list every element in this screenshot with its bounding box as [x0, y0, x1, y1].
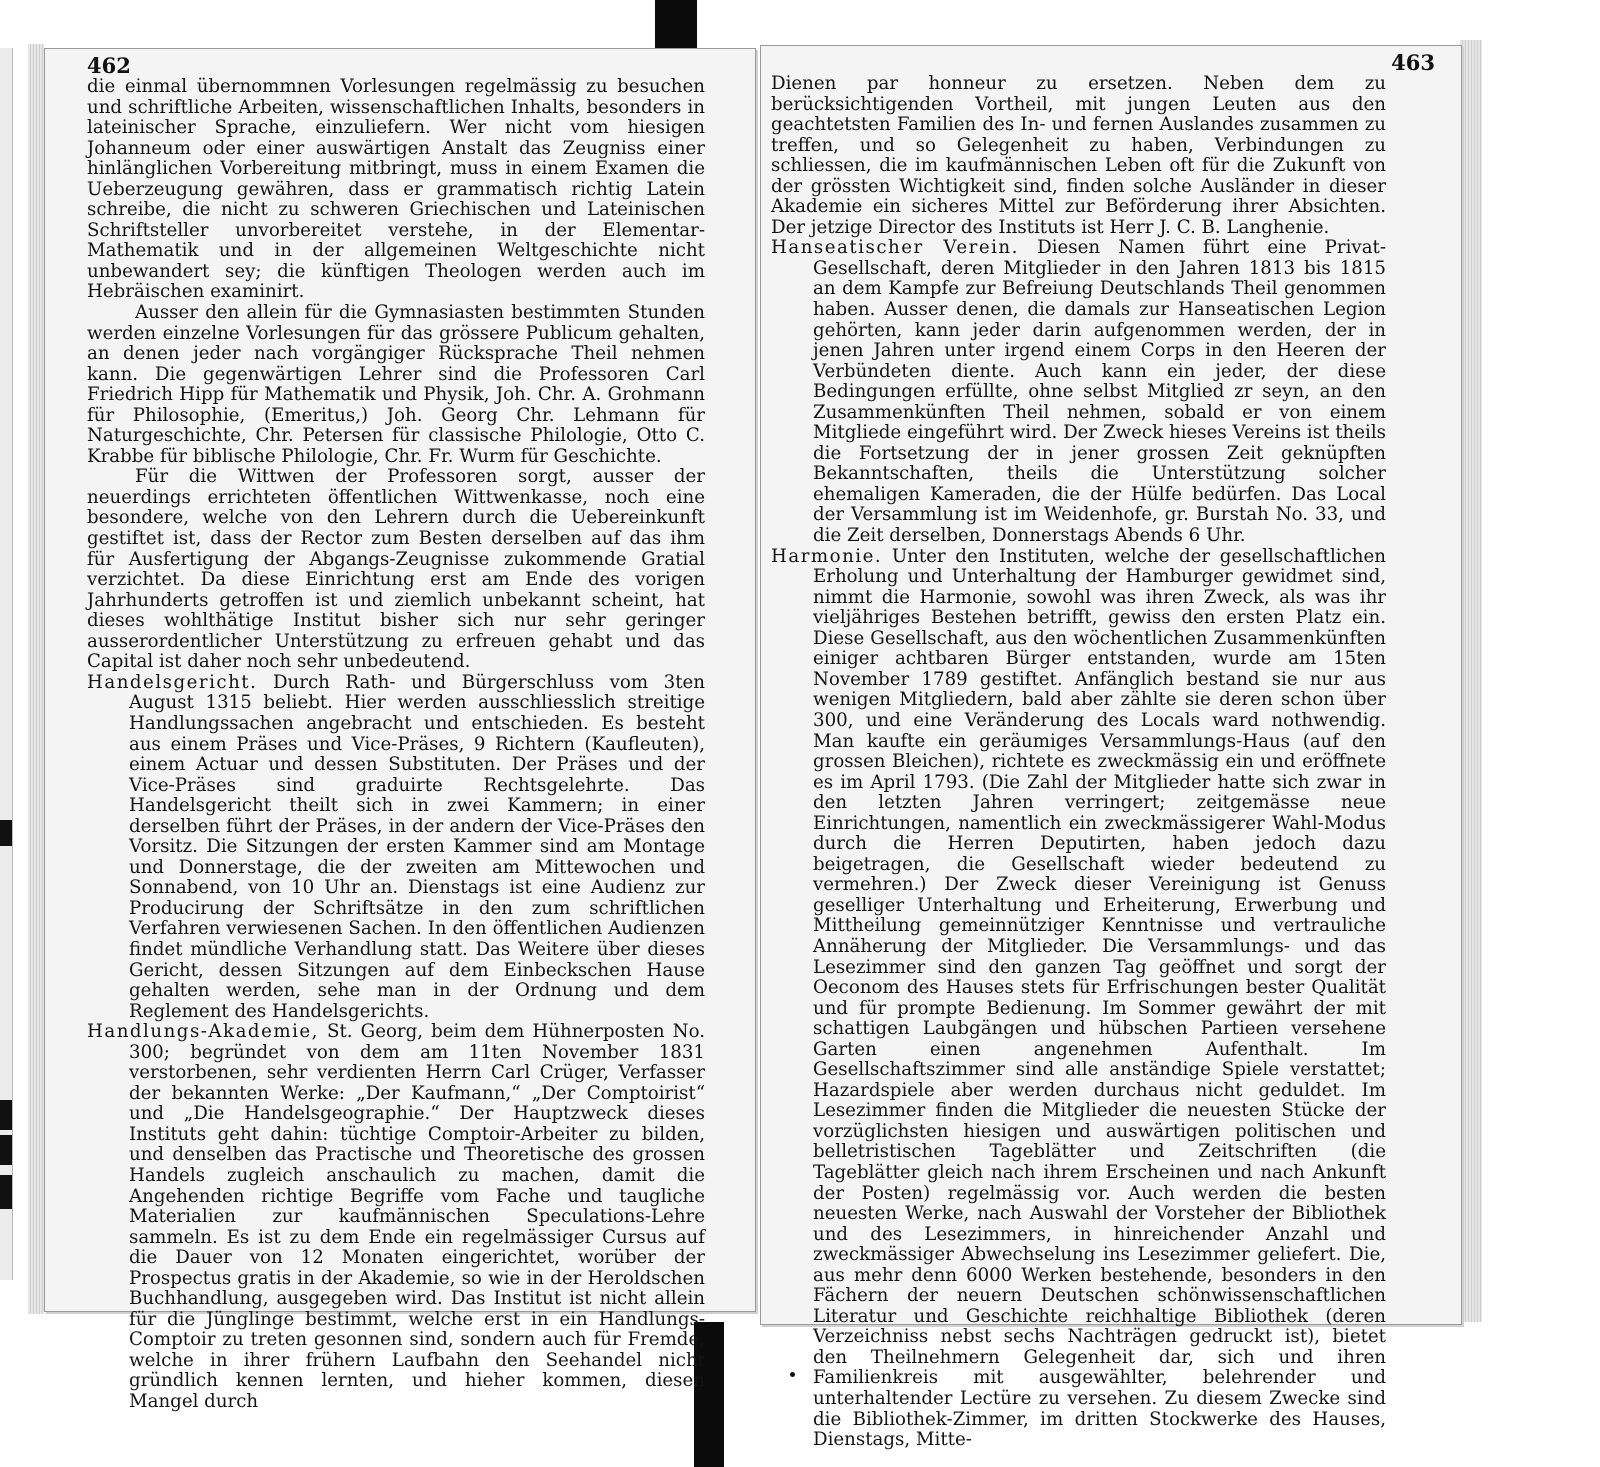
paragraph-text: Diesen Namen führt eine Privat-Gesellschaft, deren Mitglieder in den Jahren 1813 bis 1815 an dem Kampfe zur Befreiung Deutschlands Theil genommen haben. Ausser denen, die damals zur Hanseatischen Legion gehörten, kann jeder darin aufgenommen werden, der in jenen Jahren unter irgend einem Corps in den Heeren der Verbündeten diente. Auch kann ein jeder, der diese Bedingungen erfüllte, ohne selbst Mitglied zr seyn, an den Zusammenkünften Theil nehmen, sobald er von einem Mitgliede eingeführt wird. Der Zweck hieses Vereins ist theils die Fortsetzung der in jener grossen Zeit geknüpften Bekanntschaften, theils die Unterstützung solcher ehemaligen Kameraden, die der Hülfe bedürfen. Das Local der Versammlung ist im Weidenhofe, gr. Burstah No. 33, und die Zeit derselben, Donnerstags Abends 6 Uhr. [813, 237, 1386, 547]
right-page-edges [1460, 40, 1482, 1322]
entry-keyword: Harmonie. [771, 545, 883, 567]
entry-keyword: Handlungs-Akademie, [87, 1021, 319, 1043]
text-paragraph [87, 467, 705, 672]
entry-paragraph [87, 1022, 705, 1412]
entry-paragraph [87, 673, 705, 1022]
page-number: 462 [87, 53, 131, 78]
text-column [87, 77, 705, 1413]
paragraph-text: die einmal übernommnen Vorlesungen regelmässig zu besuchen und schriftliche Arbeiten, wissenschaftlichen Inhalts, besonders in lateinischer Sprache, einzuliefern. Wer nicht vom hiesigen Johanneum oder einer auswärtigen Anstalt das Zeugniss einer hinlänglichen Vorbereitung mitbringt, muss in einem Examen die Ueberzeugung gewähren, dass er grammatisch richtig Latein schreibe, die nicht zu schweren Griechischen und Lateinischen Schriftsteller unvorbereitet verstehe, in der Elementar-Mathematik und in der allgemeinen Weltgeschichte nicht unbewandert sey; die künftigen Theologen werden auch im Hebräischen examinirt. [87, 76, 705, 303]
text-paragraph [87, 303, 705, 467]
edge-mark [0, 1135, 12, 1165]
edge-mark [0, 1100, 12, 1130]
paragraph-text: Ausser den allein für die Gymnasiasten bestimmten Stunden werden einzelne Vorlesungen für das grössere Publicum gehalten, an denen jeder nach vorgängiger Rücksprache Theil nehmen kann. Die gegenwärtigen Lehrer sind die Professoren Carl Friedrich Hipp für Mathematik und Physik, Joh. Chr. A. Grohmann für Philosophie, (Emeritus,) Joh. Georg Chr. Lehmann für Naturgeschichte, Chr. Petersen für classische Philologie, Otto C. Krabbe für biblische Philologie, Chr. Fr. Wurm für Geschichte. [87, 302, 705, 467]
binding-marker-top [655, 0, 697, 52]
left-page-edges [28, 44, 44, 1314]
paragraph-text: Durch Rath- und Bürgerschluss vom 3ten August 1315 beliebt. Hier werden ausschliesslich streitige Handlungssachen angebracht und entschieden. Es besteht aus einem Präses und Vice-Präses, 9 Richtern (Kaufleuten), einem Actuar und dessen Substituten. Der Präses und der Vice-Präses sind graduirte Rechtsgelehrte. Das Handelsgericht theilt sich in zwei Kammern; in einer derselben führt der Präses, in der andern der Vice-Präses den Vorsitz. Die Sitzungen der ersten Kammer sind am Montage und Donnerstage, die der zweiten am Mittewochen und Sonnabend, von 10 Uhr an. Dienstags ist eine Audienz zur Producirung der Schriftsätze in den zum schriftlichen Verfahren verwiesenen Sachen. In den öffentlichen Audienzen findet mündliche Verhandlung statt. Das Weitere über dieses Gericht, dessen Sitzungen auf dem Einbeckschen Hause gehalten werden, sehe man in der Ordnung und dem Reglement des Handelsgerichts. [129, 671, 705, 1022]
edge-mark [0, 820, 12, 846]
text-paragraph [87, 77, 705, 303]
left-edge-strip [0, 48, 13, 1280]
edge-mark [0, 1175, 12, 1209]
paragraph-text: St. Georg, beim dem Hühnerposten No. 300; begründet von dem am 11ten November 1831 verstorbenen, sehr verdienten Herrn Carl Crüger, Verfasser der bekannten Werke: „Der Kaufmann,“ „Der Comptoirist“ und „Die Handelsgeographie.“ Der Hauptzweck dieses Instituts geht dahin: tüchtige Comptoir-Arbeiter zu bilden, und denselben das Practische und Theoretische des grossen Handels zugleich anschaulich zu machen, damit die Angehenden richtige Begriffe vom Fache und taugliche Materialien zur kaufmännischen Speculations-Lehre sammeln. Es ist zu dem Ende ein regelmässiger Cursus auf die Dauer von 12 Monaten eingerichtet, worüber der Prospectus gratis in der Akademie, so wie in der Heroldschen Buchhandlung, ausgegeben wird. Das Institut ist nicht allein für die Jünglinge bestimmt, welche erst in ein Handlungs-Comptoir zu treten gesonnen sind, sondern auch für Fremde, welche in ihrer frühern Laufbahn den Seehandel nicht gründlich kennen lernten, und hieher kommen, diesen Mangel durch [129, 1021, 705, 1412]
text-column [771, 74, 1386, 1451]
entry-keyword: Handelsgericht. [87, 671, 258, 693]
entry-keyword: Hanseatischer Verein. [771, 237, 1019, 259]
paragraph-text: Unter den Instituten, welche der gesellschaftlichen Erholung und Unterhaltung der Hamburger gewidmet sind, nimmt die Harmonie, sowohl was ihren Zweck, als was ihr vieljähriges Bestehen betrifft, gewiss den ersten Platz ein. Diese Gesellschaft, aus den wöchentlichen Zusammenkünften einiger achtbaren Bürger entstanden, wurde am 15ten November 1789 gestiftet. Anfänglich bestand sie nur aus wenigen Mitgliedern, bald aber zählte sie deren schon über 300, und eine Veränderung des Locals ward nothwendig. Man kaufte ein geräumiges Versammlungs-Haus (auf den grossen Bleichen), richtete es zweckmässig ein und eröffnete es im April 1793. (Die Zahl der Mitglieder hatte sich zwar in den letzten Jahren verringert; zeitgemässe neue Einrichtungen, namentlich ein zweckmässigerer Wahl-Modus durch die Herren Deputirten, haben jedoch dazu beigetragen, die Gesellschaft wieder bedeutend zu vermehren.) Der Zweck dieser Vereinigung ist Genuss geselliger Unterhaltung und Erheiterung, Erwerbung und Mittheilung gemeinnütziger Kenntnisse und vertrauliche Annäherung der Mitglieder. Die Versammlungs- und das Lesezimmer sind den ganzen Tag geöffnet und sorgt der Oeconom des Hauses stets für Erfrischungen bester Qualität und für prompte Bedienung. Im Sommer gewährt der mit schattigen Laubgängen und hübschen Partieen versehene Garten einen angenehmen Aufenthalt. Im Gesellschaftszimmer sind alle anständige Spiele verstattet; Hazardspiele aber werden durchaus nicht geduldet. Im Lesezimmer finden die Mitglieder die neuesten Stücke der vorzüglichsten hiesigen und auswärtigen politischen und belletristischen Tageblätter und Zeitschriften (die Tageblätter gleich nach ihrem Erscheinen und nach Ankunft der Posten) regelmässig vor. Auch werden die besten neuesten Werke, nach Auswahl der Vorsteher der Bibliothek und des Lesezimmers, in hinreichender Anzahl und zweckmässiger Abwechselung ins Lesezimmer geliefert. Die, aus mehr denn 6000 Werken bestehende, besonders in den Fächern der neuern Deutschen schönwissenschaftlichen Literatur und Geschichte reichhaltige Bibliothek (deren Verzeichniss nebst sechs Nachträgen gedruckt ist), bietet den Theilnehmern Gelegenheit dar, sich und ihren Familienkreis mit ausgewählter, belehrender und unterhaltender Lectüre zu versehen. Zu diesem Zwecke sind die Bibliothek-Zimmer, im dritten Stockwerke des Hauses, Dienstags, Mitte- [813, 545, 1386, 1451]
paragraph-text: Dienen par honneur zu ersetzen. Neben dem zu berücksichtigenden Vortheil, mit jungen Leuten aus den geachtetsten Familien des In- und fernen Auslandes zusammen zu treffen, und so Gelegenheit zu haben, Verbindungen zu schliessen, die im kaufmännischen Leben oft für die Zukunft von der grössten Wichtigkeit sind, finden solche Ausländer in dieser Akademie ein sicheres Mittel zur Beförderung ihrer Absichten. Der jetzige Director des Instituts ist Herr J. C. B. Langhenie. [771, 73, 1386, 238]
speck [790, 1372, 795, 1377]
entry-paragraph [771, 238, 1386, 546]
page-number: 463 [1391, 50, 1435, 75]
entry-paragraph [771, 547, 1386, 1451]
text-paragraph [771, 74, 1386, 238]
left-page [44, 48, 756, 1412]
paragraph-text: Für die Wittwen der Professoren sorgt, ausser der neuerdings errichteten öffentlichen Wittwenkasse, noch eine besondere, welche von den Lehrern durch die Uebereinkunft gestiftet ist, dass der Rector zum Besten derselben auf das ihm für Ausfertigung der Abgangs-Zeugnisse zukommende Gratial verzichtet. Da diese Einrichtung erst am Ende des vorigen Jahrhunderts getroffen ist und ziemlich unbekannt scheint, hat dieses wohlthätige Institut bisher sich nur sehr geringer ausserordentlicher Unterstützung zu erfreuen gehabt und das Capital ist daher noch sehr unbedeutend. [87, 466, 705, 673]
right-page [760, 45, 1462, 1451]
